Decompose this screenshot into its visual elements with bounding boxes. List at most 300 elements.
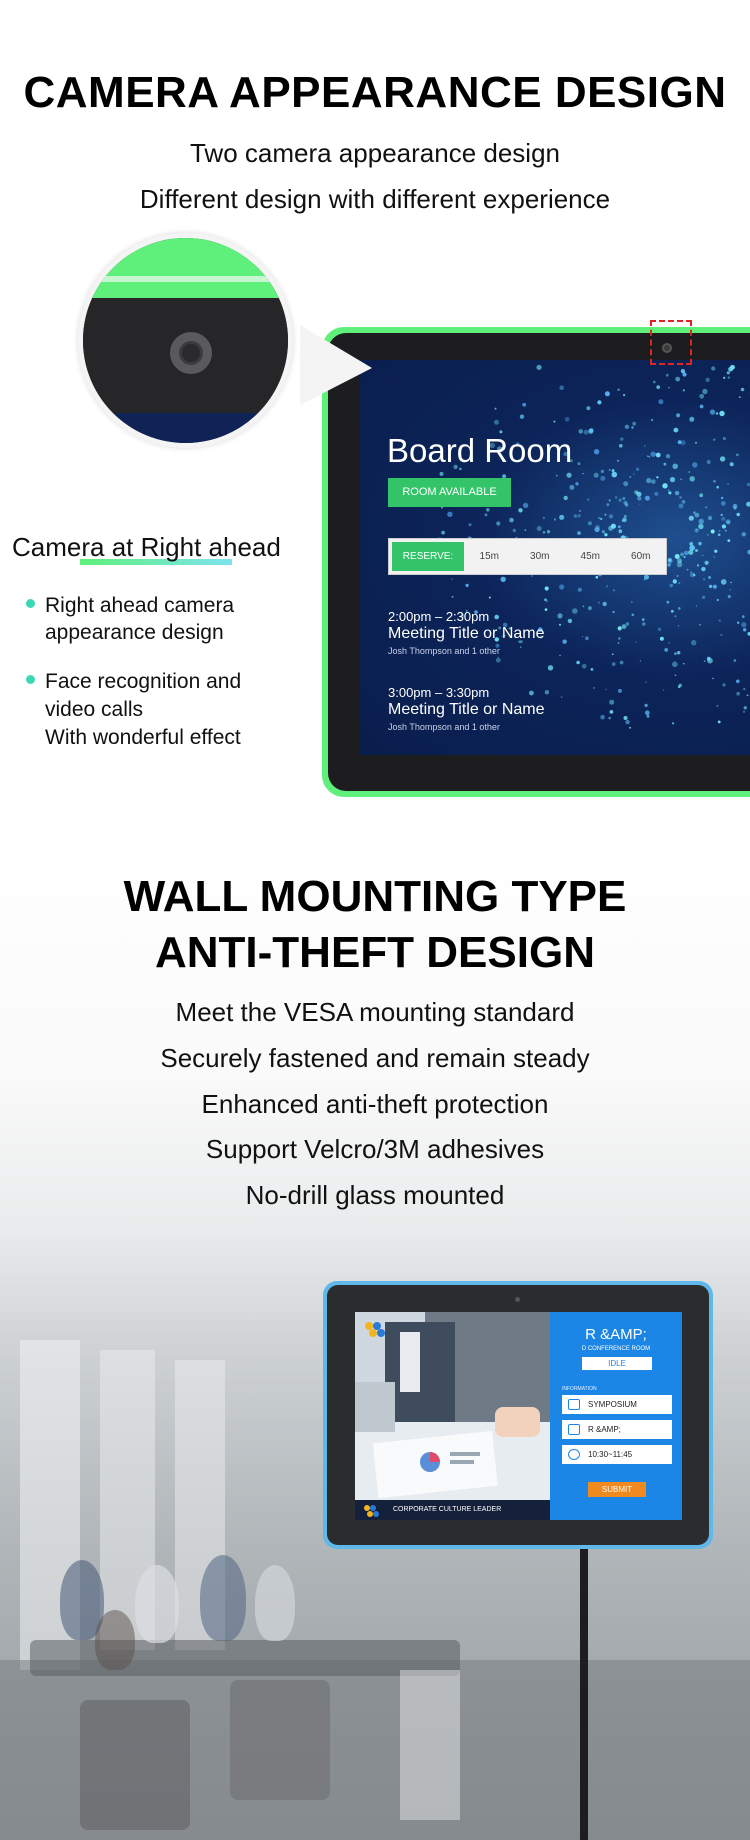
particle-dot xyxy=(689,417,694,422)
particle-dot xyxy=(692,462,697,467)
particle-dot xyxy=(696,605,697,606)
particle-dot xyxy=(699,519,704,524)
particle-dot xyxy=(678,625,679,626)
particle-dot xyxy=(713,585,717,589)
particle-dot xyxy=(693,511,696,514)
person-blur xyxy=(255,1565,295,1641)
particle-dot xyxy=(698,524,703,529)
particle-dot xyxy=(719,620,721,622)
bullet-dot-icon xyxy=(26,599,35,608)
particle-dot xyxy=(723,377,725,379)
particle-dot xyxy=(575,482,578,485)
particle-dot xyxy=(578,588,582,592)
particle-dot xyxy=(594,473,599,478)
particle-dot xyxy=(593,687,595,689)
particle-dot xyxy=(598,602,600,604)
information-label: INFORMATION xyxy=(562,1386,597,1392)
particle-dot xyxy=(708,516,712,520)
room-name: Board Room xyxy=(387,432,573,469)
particle-dot xyxy=(666,454,670,458)
particle-dot xyxy=(579,510,581,512)
section-subtitle-line: Different design with different experience xyxy=(139,184,611,214)
particle-dot xyxy=(727,539,730,542)
particle-dot xyxy=(440,472,444,476)
particle-dot xyxy=(545,586,549,590)
particle-dot xyxy=(615,496,617,498)
particle-dot xyxy=(609,700,614,705)
particle-dot xyxy=(716,486,719,489)
particle-dot xyxy=(618,642,620,644)
particle-dot xyxy=(677,651,680,654)
particle-dot xyxy=(600,715,605,720)
particle-dot xyxy=(672,662,678,668)
particle-dot xyxy=(587,498,590,501)
particle-dot xyxy=(695,442,697,444)
particle-dot xyxy=(469,523,472,526)
particle-dot xyxy=(591,668,594,671)
particle-dot xyxy=(687,569,689,571)
particle-dot xyxy=(658,399,663,404)
booking-panel xyxy=(550,1312,682,1520)
section-subtitle-line: Two camera appearance design xyxy=(189,138,560,168)
particle-dot xyxy=(574,514,577,517)
particle-dot xyxy=(626,622,629,625)
particle-dot xyxy=(520,646,521,647)
particle-dot xyxy=(523,503,528,508)
particle-dot xyxy=(625,720,629,724)
particle-dot xyxy=(562,640,566,644)
particle-dot xyxy=(619,529,623,533)
particle-dot xyxy=(612,472,618,478)
meeting-time: 3:00pm – 3:30pm xyxy=(388,685,490,700)
particle-dot xyxy=(707,534,709,536)
particle-dot xyxy=(625,425,629,429)
particle-dot xyxy=(675,377,680,382)
particle-dot xyxy=(678,582,680,584)
info-row-text: 10:30~11:45 xyxy=(588,1450,633,1459)
particle-dot xyxy=(518,508,522,512)
particle-dot xyxy=(702,555,704,557)
particle-dot xyxy=(679,684,682,687)
particle-dot xyxy=(714,550,717,553)
person-blur xyxy=(135,1565,179,1643)
particle-dot xyxy=(564,496,568,500)
particle-dot xyxy=(699,624,701,626)
particle-dot xyxy=(559,385,564,390)
particle-dot xyxy=(520,415,524,419)
footer-bar xyxy=(355,1500,550,1520)
particle-dot xyxy=(722,683,725,686)
particle-dot xyxy=(624,716,628,720)
particle-dot xyxy=(589,428,593,432)
particle-dot xyxy=(743,711,745,713)
particle-dot xyxy=(741,388,745,392)
particle-dot xyxy=(545,690,549,694)
info-row-room[interactable] xyxy=(562,1420,672,1439)
particle-dot xyxy=(680,553,684,557)
particle-dot xyxy=(561,696,563,698)
particle-dot xyxy=(634,490,638,494)
particle-dot xyxy=(734,507,737,510)
room-status-badge[interactable]: ROOM AVAILABLE xyxy=(388,478,511,507)
particle-dot xyxy=(730,365,735,370)
particle-dot xyxy=(717,599,719,601)
particle-dot xyxy=(707,460,711,464)
particle-dot xyxy=(452,596,454,598)
particle-dot xyxy=(619,499,622,502)
section-title-line: ANTI-THEFT DESIGN xyxy=(155,928,595,977)
particle-dot xyxy=(629,727,631,729)
particle-dot xyxy=(690,476,695,481)
particle-dot xyxy=(695,528,699,532)
particle-dot xyxy=(609,469,611,471)
particle-dot xyxy=(618,389,620,391)
particle-dot xyxy=(681,369,685,373)
particle-dot xyxy=(739,396,741,398)
particle-dot xyxy=(742,532,746,536)
particle-dot xyxy=(712,678,714,680)
zoom-screen-edge xyxy=(83,413,288,448)
particle-dot xyxy=(582,606,584,608)
particle-dot xyxy=(645,704,648,707)
particle-dot xyxy=(721,579,727,585)
feature-bullet-line: With wonderful effect xyxy=(45,726,241,749)
particle-dot xyxy=(565,417,570,422)
particle-dot xyxy=(697,564,699,566)
tablet-screen xyxy=(355,1312,682,1520)
particle-dot xyxy=(639,504,640,505)
particle-dot xyxy=(646,478,651,483)
particle-dot xyxy=(642,622,646,626)
particle-dot xyxy=(623,394,625,396)
room-subtitle: D CONFERENCE ROOM xyxy=(581,1346,651,1352)
particle-dot xyxy=(718,721,721,724)
particle-dot xyxy=(441,531,445,535)
particle-dot xyxy=(606,503,609,506)
feature-bullet-line: Right ahead camera xyxy=(45,594,235,617)
particle-dot xyxy=(678,607,681,610)
particle-dot xyxy=(723,437,726,440)
chair-blur xyxy=(80,1700,190,1830)
reserve-option-45m[interactable]: 45m xyxy=(580,551,600,562)
particle-dot xyxy=(678,440,682,444)
particle-dot xyxy=(559,584,564,589)
particle-dot xyxy=(613,611,615,613)
particle-dot xyxy=(618,525,621,528)
particle-dot xyxy=(606,585,608,587)
particle-dot xyxy=(651,419,653,421)
camera-position-label: Camera at Right ahead xyxy=(12,532,281,562)
particle-dot xyxy=(713,480,716,483)
particle-dot xyxy=(663,689,665,691)
particle-dot xyxy=(674,652,677,655)
particle-dot xyxy=(721,497,723,499)
particle-dot xyxy=(721,514,723,516)
particle-dot xyxy=(622,497,625,500)
particle-dot xyxy=(722,524,726,528)
particle-dot xyxy=(632,422,636,426)
particle-dot xyxy=(609,499,611,501)
particle-dot xyxy=(730,589,731,590)
particle-dot xyxy=(736,680,740,684)
particle-dot xyxy=(656,476,658,478)
particle-dot xyxy=(676,413,680,417)
particle-dot xyxy=(667,563,671,567)
particle-dot xyxy=(705,561,709,565)
particle-dot xyxy=(662,483,667,488)
particle-dot xyxy=(683,389,685,391)
section-title-line: WALL MOUNTING TYPE xyxy=(123,872,627,921)
particle-dot xyxy=(569,485,574,490)
particle-dot xyxy=(556,475,558,477)
particle-dot xyxy=(582,664,587,669)
particle-dot xyxy=(688,471,690,473)
particle-dot xyxy=(578,462,581,465)
particle-dot xyxy=(689,516,694,521)
particle-dot xyxy=(594,449,599,454)
particle-dot xyxy=(701,567,705,571)
meeting-attendees: Josh Thompson and 1 other xyxy=(388,722,500,732)
camera-lens-icon xyxy=(170,332,212,374)
particle-dot xyxy=(716,705,718,707)
particle-dot xyxy=(618,637,620,639)
edit-icon xyxy=(568,1424,580,1435)
particle-dot xyxy=(669,642,670,643)
particle-dot xyxy=(486,508,490,512)
meeting-title: Meeting Title or Name xyxy=(388,625,545,642)
particle-dot xyxy=(610,710,614,714)
particle-dot xyxy=(666,374,669,377)
particle-dot xyxy=(655,454,657,456)
particle-dot xyxy=(705,378,709,382)
particle-dot xyxy=(668,559,673,564)
particle-dot xyxy=(568,619,572,623)
particle-dot xyxy=(695,549,698,552)
particle-dot xyxy=(742,615,745,618)
particle-dot xyxy=(548,665,553,670)
particle-dot xyxy=(672,722,674,724)
particle-dot xyxy=(721,517,725,521)
particle-dot xyxy=(612,662,616,666)
particle-dot xyxy=(720,634,722,636)
bullet-dot-icon xyxy=(26,675,35,684)
particle-dot xyxy=(636,468,639,471)
particle-dot xyxy=(668,491,671,494)
particle-dot xyxy=(728,595,731,598)
info-row-topic[interactable] xyxy=(562,1395,672,1414)
particle-dot xyxy=(684,551,689,556)
particle-dot xyxy=(496,521,500,525)
feature-line: Support Velcro/3M adhesives xyxy=(205,1134,545,1164)
particle-dot xyxy=(680,478,682,480)
particle-dot xyxy=(633,473,635,475)
particle-dot xyxy=(576,661,580,665)
chair-blur xyxy=(230,1680,330,1800)
particle-dot xyxy=(736,454,739,457)
camera-highlight-marker xyxy=(650,320,692,365)
particle-dot xyxy=(741,622,746,627)
particle-dot xyxy=(588,521,592,525)
particle-dot xyxy=(653,381,656,384)
particle-dot xyxy=(654,492,658,496)
particle-dot xyxy=(604,533,607,536)
particle-dot xyxy=(546,600,548,602)
particle-dot xyxy=(708,576,711,579)
particle-dot xyxy=(501,577,506,582)
feature-bullet-line: video calls xyxy=(45,698,144,721)
particle-dot xyxy=(618,689,622,693)
particle-dot xyxy=(664,463,667,466)
particle-dot xyxy=(713,556,715,558)
particle-dot xyxy=(747,694,749,696)
particle-dot xyxy=(588,606,592,610)
particle-dot xyxy=(711,530,715,534)
particle-dot xyxy=(658,628,661,631)
meeting-title: Meeting Title or Name xyxy=(388,701,545,718)
particle-dot xyxy=(601,470,604,473)
meeting-attendees: Josh Thompson and 1 other xyxy=(388,646,500,656)
particle-dot xyxy=(667,601,670,604)
particle-dot xyxy=(557,613,562,618)
particle-dot xyxy=(447,512,452,517)
submit-button[interactable]: SUBMIT xyxy=(588,1482,646,1497)
particle-dot xyxy=(496,658,501,663)
particle-dot xyxy=(728,376,730,378)
particle-dot xyxy=(494,420,499,425)
particle-dot xyxy=(537,526,542,531)
particle-dot xyxy=(629,476,631,478)
info-row-text: R &AMP; xyxy=(588,1425,621,1434)
particle-dot xyxy=(553,421,555,423)
particle-dot xyxy=(693,574,696,577)
particle-dot xyxy=(713,439,715,441)
particle-dot xyxy=(730,462,734,466)
particle-dot xyxy=(603,602,607,606)
reserve-option-15m[interactable]: 15m xyxy=(479,551,499,562)
particle-dot xyxy=(709,585,712,588)
particle-dot xyxy=(466,584,469,587)
particle-dot xyxy=(744,706,747,709)
particle-dot xyxy=(698,542,701,545)
particle-dot xyxy=(645,710,650,715)
particle-dot xyxy=(683,556,685,558)
floor-stand-pole xyxy=(580,1548,588,1840)
particle-dot xyxy=(734,659,737,662)
particle-dot xyxy=(642,618,645,621)
particle-dot xyxy=(720,456,725,461)
particle-dot xyxy=(623,481,628,486)
info-row-time[interactable] xyxy=(562,1445,672,1464)
particle-dot xyxy=(495,408,497,410)
particle-dot xyxy=(672,464,678,470)
particle-dot xyxy=(705,506,707,508)
particle-dot xyxy=(690,571,692,573)
particle-dot xyxy=(529,691,534,696)
glass-reflection xyxy=(400,1670,460,1820)
info-row-text: SYMPOSIUM xyxy=(588,1400,637,1409)
particle-dot xyxy=(622,520,624,522)
feature-line: Enhanced anti-theft protection xyxy=(201,1089,549,1119)
particle-dot xyxy=(631,601,632,602)
particle-dot xyxy=(724,527,725,528)
feature-bullet-line: appearance design xyxy=(45,621,224,644)
particle-dot xyxy=(545,608,548,611)
particle-dot xyxy=(559,655,561,657)
particle-dot xyxy=(612,653,614,655)
zoom-bubble-pointer xyxy=(300,325,380,405)
particle-dot xyxy=(670,584,673,587)
particle-dot xyxy=(632,614,635,617)
particle-dot xyxy=(711,366,715,370)
particle-dot xyxy=(671,610,674,613)
particle-dot xyxy=(716,412,718,414)
feature-bullet-line: Face recognition and xyxy=(45,670,242,693)
person-blur xyxy=(200,1555,246,1641)
particle-dot xyxy=(543,531,545,533)
particle-dot xyxy=(726,519,731,524)
particle-dot xyxy=(619,444,623,448)
reserve-option-60m[interactable]: 60m xyxy=(631,551,651,562)
particle-dot xyxy=(679,496,682,499)
particle-dot xyxy=(489,597,491,599)
zoom-frame-highlight xyxy=(83,276,288,282)
particle-dot xyxy=(677,558,682,563)
particle-dot xyxy=(656,385,660,389)
particle-dot xyxy=(668,387,670,389)
particle-dot xyxy=(710,409,715,414)
particle-dot xyxy=(727,483,728,484)
document-icon xyxy=(568,1399,580,1410)
particle-dot xyxy=(746,502,750,507)
particle-dot xyxy=(644,445,645,446)
particle-dot xyxy=(559,624,561,626)
particle-dot xyxy=(547,530,550,533)
particle-dot xyxy=(578,429,583,434)
particle-dot xyxy=(524,529,526,531)
camera-zoom-bubble xyxy=(78,233,293,448)
particle-dot xyxy=(582,636,583,637)
particle-dot xyxy=(577,531,581,535)
particle-dot xyxy=(725,530,727,532)
particle-dot xyxy=(577,514,580,517)
particle-dot xyxy=(605,689,607,691)
particle-dot xyxy=(719,411,724,416)
company-logo-icon xyxy=(363,1320,389,1342)
particle-dot xyxy=(650,452,655,457)
particle-dot xyxy=(640,660,641,661)
particle-dot xyxy=(635,642,636,643)
particle-dot xyxy=(679,504,684,509)
particle-dot xyxy=(624,515,627,518)
particle-dot xyxy=(494,615,499,620)
meeting-time: 2:00pm – 2:30pm xyxy=(388,609,490,624)
particle-dot xyxy=(718,534,721,537)
particle-dot xyxy=(651,479,656,484)
particle-dot xyxy=(451,578,452,579)
particle-dot xyxy=(674,615,676,617)
particle-dot xyxy=(719,530,721,532)
particle-dot xyxy=(647,455,649,457)
zoom-frame-edge xyxy=(83,238,288,298)
particle-dot xyxy=(598,517,600,519)
footer-text: CORPORATE CULTURE LEADER xyxy=(393,1506,502,1513)
particle-dot xyxy=(677,575,679,577)
reserve-option-30m[interactable]: 30m xyxy=(530,551,550,562)
particle-dot xyxy=(618,626,622,630)
particle-dot xyxy=(605,391,610,396)
room-name: R &AMP; xyxy=(585,1326,647,1343)
particle-dot xyxy=(743,688,745,690)
